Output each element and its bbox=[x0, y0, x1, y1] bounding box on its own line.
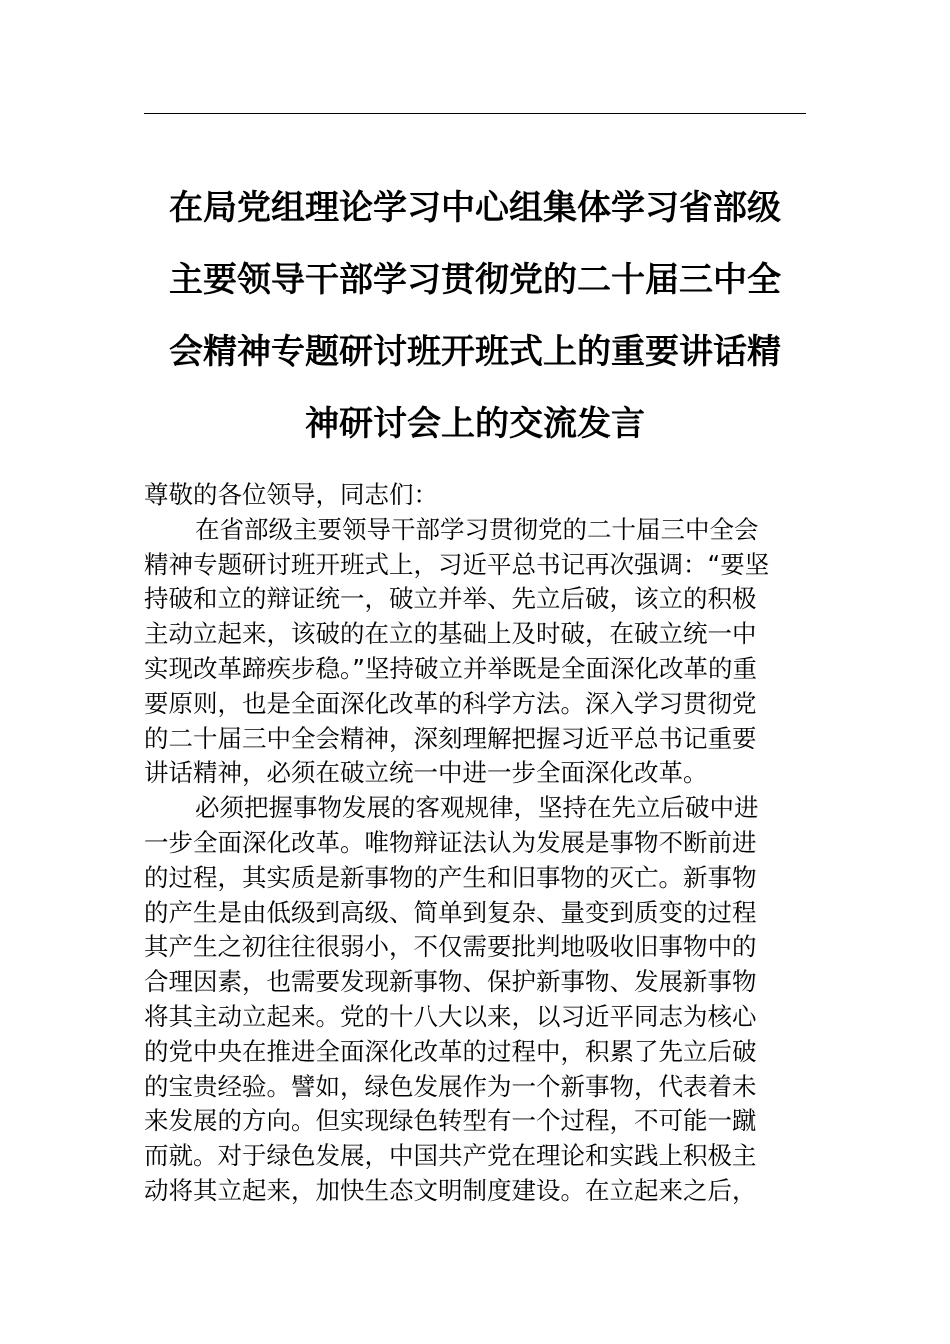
paragraph-line: 而就。对于绿色发展，中国共产党在理论和实践上积极主 bbox=[144, 1141, 757, 1171]
paragraph-line: 动将其立起来，加快生态文明制度建设。在立起来之后， bbox=[144, 1175, 757, 1205]
paragraph-line: 合理因素，也需要发现新事物、保护新事物、发展新事物 bbox=[144, 967, 757, 997]
paragraph-line: 必须把握事物发展的客观规律，坚持在先立后破中进 bbox=[195, 793, 759, 823]
title-line: 主要领导干部学习贯彻党的二十届三中全 bbox=[169, 260, 781, 300]
paragraph-line: 来发展的方向。但实现绿色转型有一个过程，不可能一蹴 bbox=[144, 1106, 757, 1136]
document-body bbox=[144, 478, 806, 1209]
paragraph-line: 实现改革蹄疾步稳。”坚持破立并举既是全面深化改革的重 bbox=[144, 653, 757, 683]
title-line: 在局党组理论学习中心组集体学习省部级 bbox=[169, 188, 781, 228]
paragraph-line: 讲话精神，必须在破立统一中进一步全面深化改革。 bbox=[144, 758, 708, 788]
paragraph-line: 的产生是由低级到高级、简单到复杂、量变到质变的过程 bbox=[144, 897, 757, 927]
paragraph-line: 要原则，也是全面深化改革的科学方法。深入学习贯彻党 bbox=[144, 688, 757, 718]
header-rule bbox=[144, 113, 806, 114]
paragraph-line: 的宝贵经验。譬如，绿色发展作为一个新事物，代表着未 bbox=[144, 1071, 757, 1101]
document-title bbox=[144, 172, 806, 460]
paragraph-line: 将其主动立起来。党的十八大以来，以习近平同志为核心 bbox=[144, 1001, 757, 1031]
paragraph-line: 主动立起来，该破的在立的基础上及时破，在破立统一中 bbox=[144, 619, 757, 649]
paragraph-line: 的二十届三中全会精神，深刻理解把握习近平总书记重要 bbox=[144, 723, 757, 753]
paragraph-line: 精神专题研讨班开班式上，习近平总书记再次强调：“要坚 bbox=[144, 549, 770, 579]
paragraph-line: 在省部级主要领导干部学习贯彻党的二十届三中全会 bbox=[195, 514, 759, 544]
paragraph-2 bbox=[144, 791, 806, 1209]
paragraph-line: 的党中央在推进全面深化改革的过程中，积累了先立后破 bbox=[144, 1036, 757, 1066]
paragraph-line: 持破和立的辩证统一，破立并举、先立后破，该立的积极 bbox=[144, 584, 757, 614]
salutation: 尊敬的各位领导，同志们： bbox=[144, 480, 438, 509]
title-line: 神研讨会上的交流发言 bbox=[305, 404, 645, 444]
paragraph-line: 一步全面深化改革。唯物辩证法认为发展是事物不断前进 bbox=[144, 827, 757, 857]
paragraph-1 bbox=[144, 513, 806, 791]
title-line: 会精神专题研讨班开班式上的重要讲话精 bbox=[169, 332, 781, 372]
paragraph-line: 的过程，其实质是新事物的产生和旧事物的灭亡。新事物 bbox=[144, 862, 757, 892]
paragraph-line: 其产生之初往往很弱小，不仅需要批判地吸收旧事物中的 bbox=[144, 932, 757, 962]
